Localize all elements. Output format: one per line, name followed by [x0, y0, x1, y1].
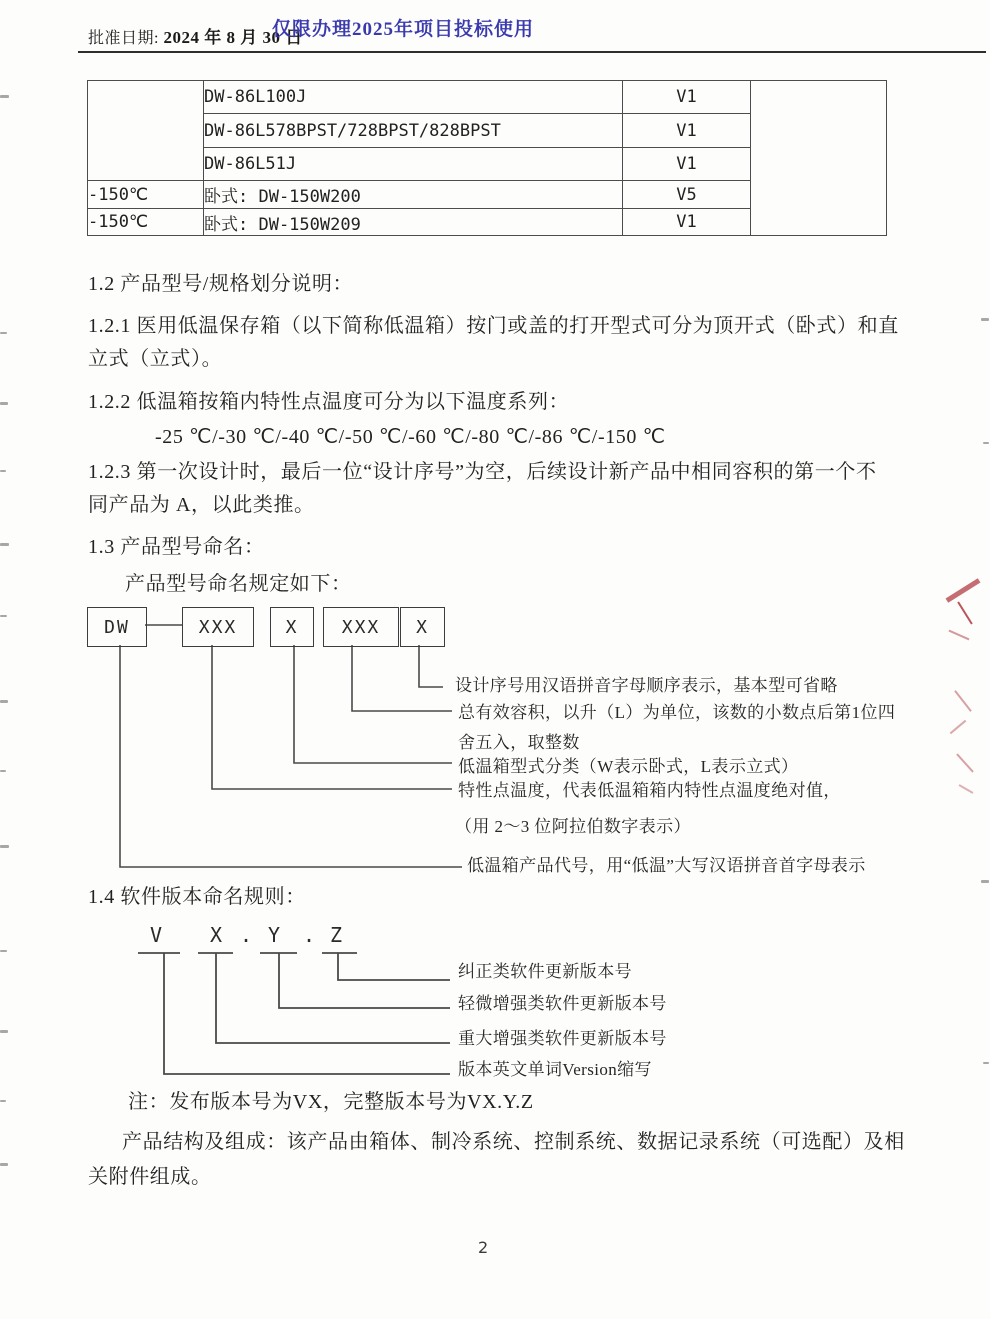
table-cell-model: 卧式: DW-150W209: [204, 209, 623, 236]
approval-date-value: 2024 年 8 月 30 日: [163, 28, 303, 47]
version-dot-2: .: [303, 923, 316, 947]
anno-char-temp-line1: 特性点温度，代表低温箱箱内特性点温度绝对值，: [458, 781, 841, 800]
structure-line1: 产品结构及组成：该产品由箱体、制冷系统、控制系统、数据记录系统（可选配）及相: [122, 1131, 905, 1153]
anno-design-seq: 设计序号用汉语拼音字母顺序表示，基本型可省略: [455, 676, 838, 695]
version-note: 注：发布版本号为VX，完整版本号为VX.Y.Z: [128, 1091, 534, 1113]
version-letter-z: Z: [330, 923, 343, 947]
anno-minor-version: 轻微增强类软件更新版本号: [458, 994, 667, 1013]
scan-artifact: [0, 615, 7, 617]
temperature-series: -25 ℃/-30 ℃/-40 ℃/-50 ℃/-60 ℃/-80 ℃/-86 ℃/-150 ℃: [155, 426, 666, 448]
restriction-notice: 仅限办理2025年项目投标使用: [272, 19, 535, 40]
table-cell-model: DW-86L100J: [204, 81, 623, 114]
approval-date-label: 批准日期:: [88, 30, 159, 47]
anno-major-version: 重大增强类软件更新版本号: [458, 1029, 667, 1048]
table-cell-version: V1: [623, 114, 751, 148]
anno-form-type: 低温箱型式分类（W表示卧式，L表示立式）: [458, 757, 799, 776]
page-number: 2: [478, 1238, 489, 1257]
scan-artifact: [0, 1030, 8, 1033]
table-cell-model: 卧式: DW-150W200: [204, 181, 623, 209]
scan-artifact: [0, 543, 9, 546]
scan-artifact: [0, 1163, 8, 1166]
anno-product-code: 低温箱产品代号，用“低温”大写汉语拼音首字母表示: [467, 856, 866, 875]
anno-correction-version: 纠正类软件更新版本号: [458, 962, 632, 981]
version-letter-x: X: [210, 923, 223, 947]
model-box-xxx-2: XXX: [323, 607, 399, 647]
section-1-2-2-heading: 1.2.2 低温箱按箱内特性点温度可分为以下温度系列：: [88, 391, 570, 413]
table-cell-model: DW-86L578BPST/728BPST/828BPST: [204, 114, 623, 148]
scan-artifact: [0, 332, 7, 334]
structure-line2: 关附件组成。: [88, 1166, 212, 1188]
table-row: [88, 81, 887, 114]
version-dot-1: .: [240, 923, 253, 947]
section-1-3-intro: 产品型号命名规定如下：: [125, 573, 352, 595]
model-version-table: [87, 80, 887, 236]
scan-artifact: [0, 470, 6, 472]
scan-artifact: [981, 880, 989, 883]
table-cell-version: V1: [623, 209, 751, 236]
version-letter-y: Y: [268, 923, 281, 947]
scan-artifact: [0, 845, 9, 848]
section-1-2-3-line1: 1.2.3 第一次设计时，最后一位“设计序号”为空，后续设计新产品中相同容积的第一个不: [88, 461, 877, 483]
scan-artifact: [0, 402, 8, 405]
model-box-dw: DW: [87, 607, 147, 647]
table-cell-version: V1: [623, 148, 751, 181]
scan-artifact: [0, 950, 7, 952]
header-divider: [78, 51, 986, 53]
scan-artifact: [981, 318, 989, 321]
approval-date-line: [88, 28, 303, 48]
scan-artifact: [0, 1100, 6, 1102]
version-letter-v: V: [150, 923, 163, 947]
table-cell-version: V1: [623, 81, 751, 114]
table-cell-empty-merged: [751, 81, 887, 236]
scan-artifact: [0, 770, 6, 772]
model-box-xxx-1: XXX: [182, 607, 254, 647]
table-cell-model: DW-86L51J: [204, 148, 623, 181]
scan-artifact: [983, 442, 989, 444]
section-1-4-heading: 1.4 软件版本命名规则：: [88, 886, 306, 908]
section-1-2-heading: 1.2 产品型号/规格划分说明：: [88, 273, 354, 295]
model-box-x-1: X: [270, 607, 314, 647]
section-1-2-1-line2: 立式（立式）。: [88, 348, 223, 370]
anno-volume-line1: 总有效容积，以升（L）为单位，该数的小数点后第1位四: [458, 703, 896, 722]
table-cell-temp: -150℃: [88, 209, 204, 236]
scan-artifact: [983, 1062, 989, 1064]
table-cell-temp: -150℃: [88, 181, 204, 209]
table-cell-version: V5: [623, 181, 751, 209]
section-1-3-heading: 1.3 产品型号命名：: [88, 536, 265, 558]
section-1-2-1-line1: 1.2.1 医用低温保存箱（以下简称低温箱）按门或盖的打开型式可分为顶开式（卧式）和直: [88, 315, 899, 337]
anno-char-temp-line2: （用 2～3 位阿拉伯数字表示）: [455, 817, 691, 836]
anno-version-word: 版本英文单词Version缩写: [458, 1060, 652, 1079]
table-cell-temp-merged: [88, 81, 204, 181]
section-1-2-3-line2: 同产品为 A，以此类推。: [88, 494, 315, 516]
scan-artifact: [0, 95, 9, 98]
scan-artifact: [0, 700, 8, 703]
anno-volume-line2: 舍五入，取整数: [458, 733, 580, 752]
model-box-x-2: X: [400, 607, 445, 647]
